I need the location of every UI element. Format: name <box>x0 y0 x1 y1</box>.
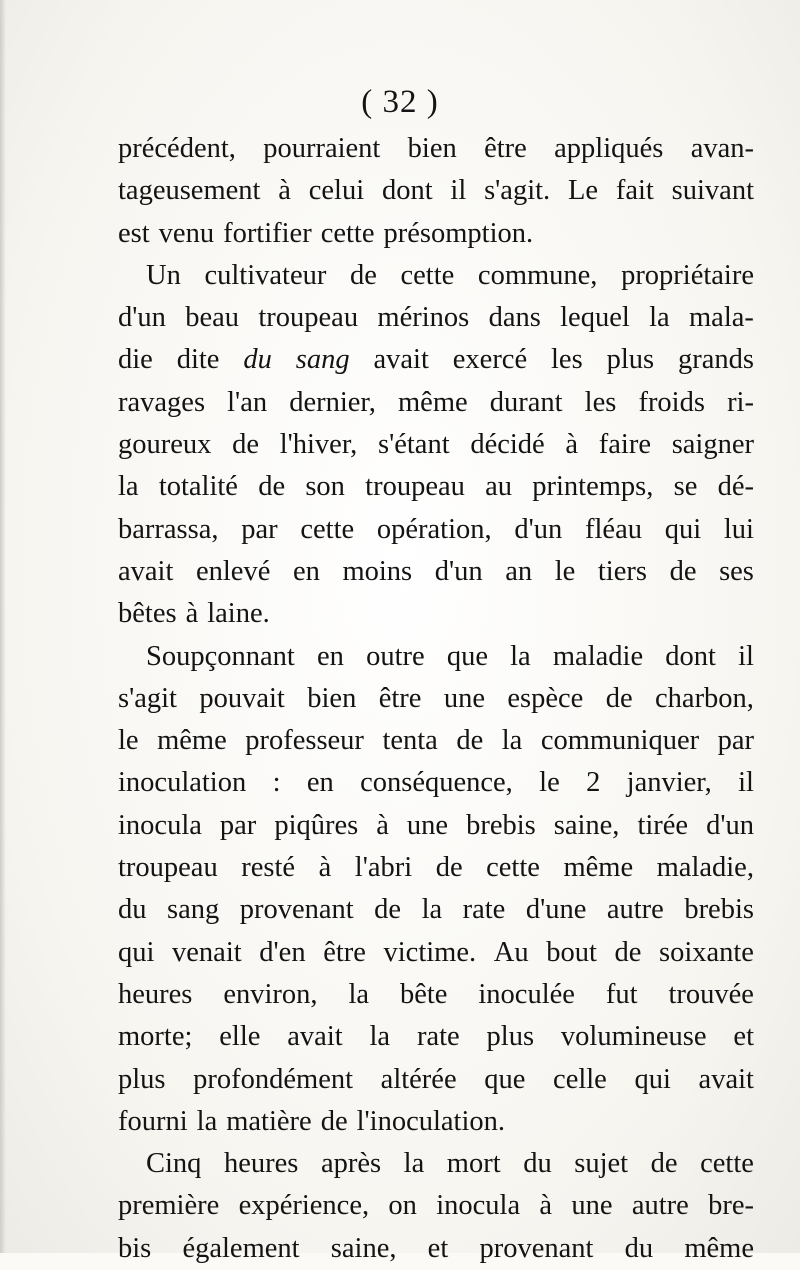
text-line: ravages l'an dernier, même durant les froids ri- <box>118 386 754 418</box>
text-line: goureux de l'hiver, s'étant décidé à faire saigner <box>118 429 754 461</box>
text-line: le même professeur tenta de la communiquer par <box>118 725 754 757</box>
text-line: fourni la matière de l'inoculation. <box>118 1105 505 1137</box>
text-line: heures environ, la bête inoculée fut trouvée <box>118 978 754 1010</box>
page-number: ( 32 ) <box>361 84 439 120</box>
text-line: Cinq heures après la mort du sujet de cette <box>146 1148 754 1180</box>
text-line: troupeau resté à l'abri de cette même maladie, <box>118 852 754 884</box>
text-line: avait enlevé en moins d'un an le tiers de ses <box>118 555 754 587</box>
text-line: die dite du sang avait exercé les plus grands <box>118 344 754 376</box>
text-line: la totalité de son troupeau au printemps, se dé- <box>118 471 754 503</box>
text-line: est venu fortifier cette présomption. <box>118 217 534 249</box>
text-line: du sang provenant de la rate d'une autre brebis <box>118 894 754 926</box>
text-line: première expérience, on inocula à une autre bre- <box>118 1190 754 1222</box>
text-line: barrassa, par cette opération, d'un fléau qui lui <box>118 513 754 545</box>
body-text <box>118 128 754 1270</box>
text-line: Un cultivateur de cette commune, propriétaire <box>146 259 754 291</box>
text-line: Soupçonnant en outre que la maladie dont il <box>146 640 754 672</box>
text-line: bêtes à laine. <box>118 598 270 630</box>
text-line: précédent, pourraient bien être appliqués avan- <box>118 133 754 164</box>
text-line: d'un beau troupeau mérinos dans lequel la mala- <box>118 302 754 334</box>
text-line: s'agit pouvait bien être une espèce de charbon, <box>118 682 754 714</box>
text-line: qui venait d'en être victime. Au bout de soixante <box>118 936 754 968</box>
text-line: tageusement à celui dont il s'agit. Le fait suivant <box>118 175 754 207</box>
text-line: inoculation : en conséquence, le 2 janvier, il <box>118 767 754 799</box>
text-line: inocula par piqûres à une brebis saine, tirée d'un <box>118 809 754 841</box>
page-edge-shadow <box>0 0 6 1253</box>
text-line: morte; elle avait la rate plus volumineuse et <box>118 1021 754 1053</box>
text-line: bis également saine, et provenant du même <box>118 1232 754 1264</box>
text-line: plus profondément altérée que celle qui avait <box>118 1063 754 1095</box>
